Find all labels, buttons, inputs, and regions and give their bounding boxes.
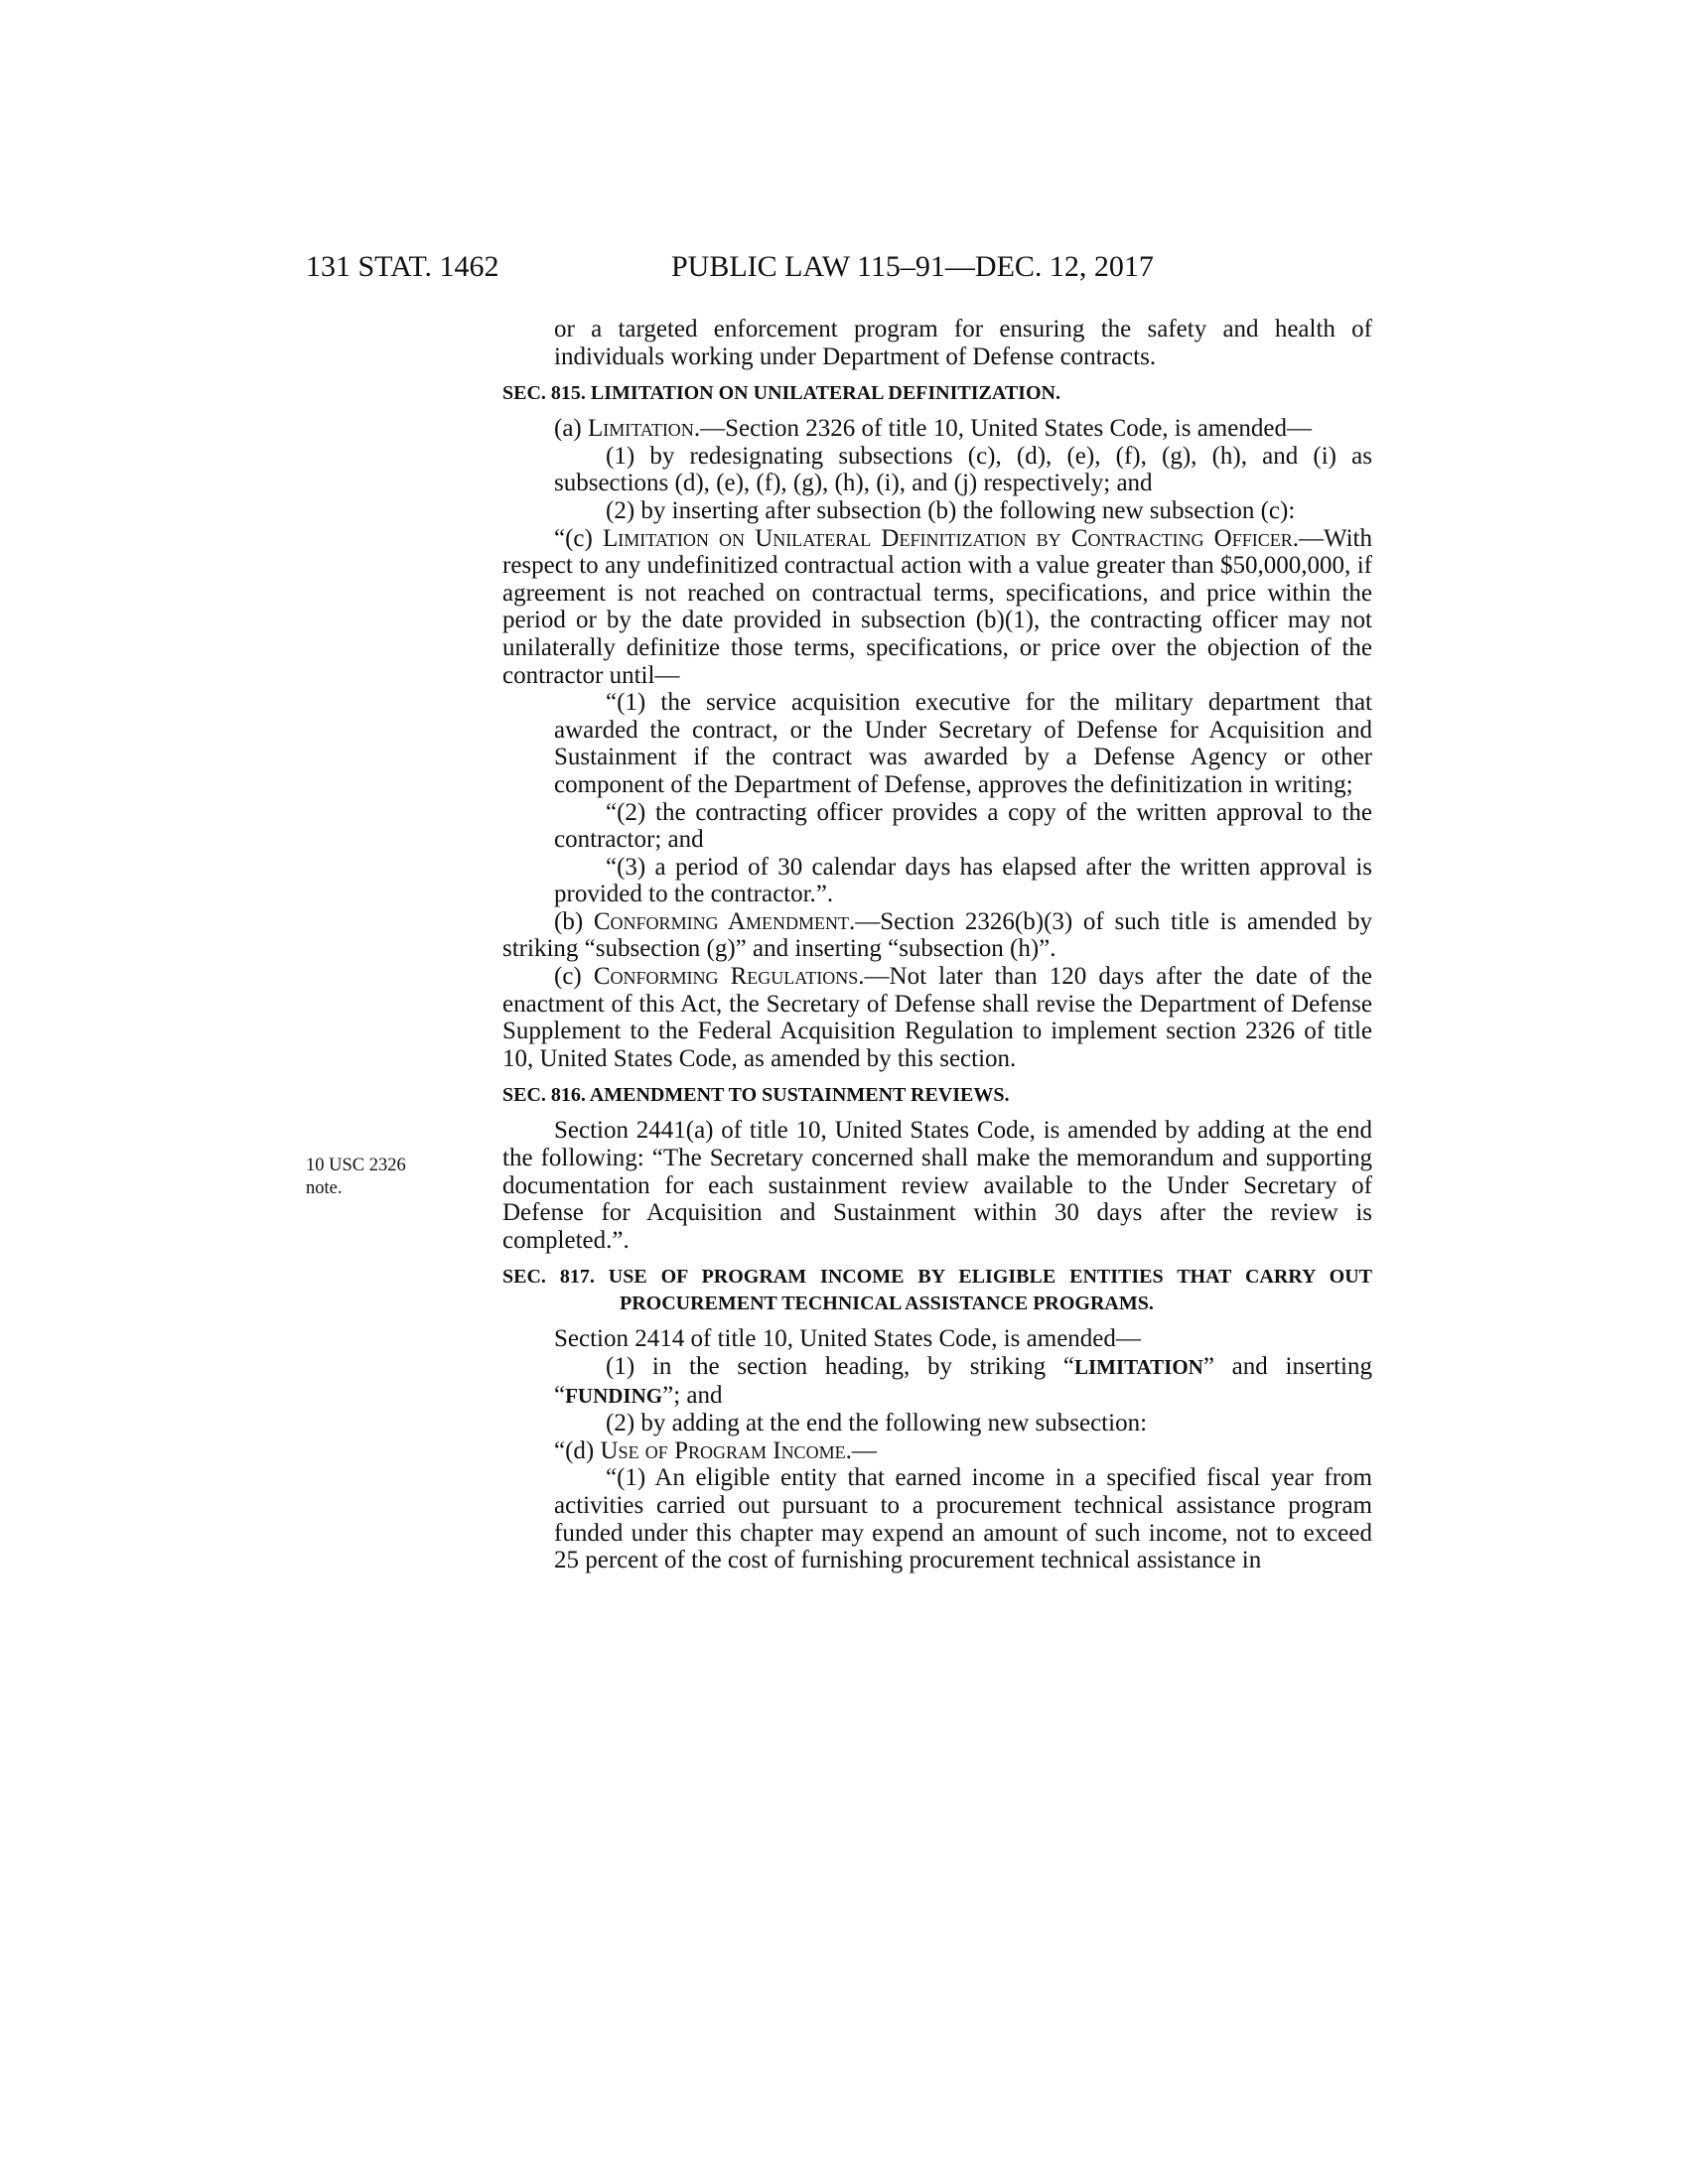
inserted-subsection-c [502, 525, 1372, 690]
subsection-a-label: (a) [554, 415, 588, 443]
subsection-b-heading: Conforming Amendment [593, 907, 849, 935]
subsection-c-label: (c) [554, 963, 594, 991]
inserted-c-paragraph-3: “(3) a period of 30 calendar days has elapsed after the written approval is provided to the contractor.”. [554, 853, 1372, 908]
section-816-heading: SEC. 816. AMENDMENT TO SUSTAINMENT REVIEWS. [502, 1084, 1010, 1107]
subsection-c-regulations [502, 963, 1372, 1072]
inserted-c-paragraph-1: “(1) the service acquisition executive for the military department that awarded the contract, or the Under Secretary of Defense for Acquisition and Sustainment if the contract was awarded by a Defense Agency or other component of the Department of Defense, approves the definitization in writing; [554, 689, 1372, 798]
subsection-b-text: .—Section 2326(b)(3) of such title is amended by striking “subsection (g)” and inserting “subsection (h)”. [502, 907, 1372, 963]
section-817-paragraph-1 [502, 1353, 1372, 1410]
margin-note-line-1: 10 USC 2326 [306, 1156, 406, 1175]
subsection-c-heading: Conforming Regulations [593, 963, 859, 991]
section-815-heading: SEC. 815. LIMITATION ON UNILATERAL DEFINITIZATION. [502, 382, 1060, 405]
paragraph-a2: (2) by inserting after subsection (b) the following new subsection (c): [606, 496, 1296, 524]
subsection-b [502, 908, 1372, 963]
statute-page-number: 131 STAT. 1462 [306, 250, 499, 283]
intro-paragraph: or a targeted enforcement program for ensuring the safety and health of individuals working under Department of Defense contracts. [554, 316, 1372, 370]
inserted-c-paragraph-2: “(2) the contracting officer provides a copy of the written approval to the contractor; and [554, 798, 1372, 854]
section-817-heading: SEC. 817. USE OF PROGRAM INCOME BY ELIGIBLE ENTITIES THAT CARRY OUT PROCUREMENT TECHNICAL ASSISTANCE PROGRAMS. [502, 1266, 1372, 1315]
inserted-d-heading: Use of Program Income [600, 1436, 846, 1464]
inserted-d-paragraph-1: “(1) An eligible entity that earned income in a specified fiscal year from activities carried out pursuant to a procurement technical assistance program funded under this chapter may expend an amount of such income, not to exceed 25 percent of the cost of furnishing procurement technical assistance in [554, 1464, 1372, 1574]
inserted-c-heading: Limitation on Unilateral Definitization by Contracting Officer [603, 524, 1293, 552]
inserted-c-label: “(c) [554, 524, 604, 552]
section-816-text: Section 2441(a) of title 10, United States Code, is amended by adding at the end the following: “The Secretary concerned shall make the memorandum and supporting documentation for each sustainment review available to the Under Secretary of Defense for Acquisition and Sustainment within 30 days after the review is completed.”. [502, 1117, 1372, 1254]
public-law-title: PUBLIC LAW 115–91—DEC. 12, 2017 [671, 250, 1154, 283]
document-body [502, 316, 1372, 1574]
margin-note-line-2: note. [306, 1178, 343, 1198]
inserted-d-label: “(d) [554, 1436, 601, 1464]
section-817-text: Section 2414 of title 10, United States Code, is amended— [554, 1325, 1141, 1353]
subsection-a-heading: Limitation [588, 415, 694, 443]
subsection-a [502, 415, 1372, 443]
margin-citation-note [306, 1155, 455, 1200]
section-817-paragraph-2: (2) by adding at the end the following new subsection: [606, 1410, 1148, 1437]
p1-text-c: ” and inserting “ [554, 1353, 1372, 1409]
p1-text-a: (1) in the section heading, by striking “ [606, 1353, 1074, 1380]
p1-bold-funding: FUNDING [565, 1383, 663, 1408]
inserted-d-dash: .— [845, 1436, 877, 1464]
page-header [306, 250, 1378, 290]
paragraph-a1: (1) by redesignating subsections (c), (d), (e), (f), (g), (h), and (i) as subsections (d), (e), (f), (g), (h), (i), and (j) respectively; and [554, 442, 1372, 497]
p1-text-d: ”; and [662, 1381, 723, 1409]
inserted-subsection-d [502, 1437, 1372, 1465]
p1-bold-limitation: LIMITATION [1073, 1355, 1203, 1379]
subsection-c-text: .—Not later than 120 days after the date of the enactment of this Act, the Secretary of Defense shall revise the Department of Defense Supplement to the Federal Acquisition Regulation to implement section 2326 of title 10, United States Code, as amended by this section. [502, 963, 1372, 1072]
subsection-b-label: (b) [554, 907, 594, 935]
inserted-c-text: .—With respect to any undefinitized contractual action with a value greater than $50,000,000, if agreement is not reached on contractual terms, specifications, and price within the period or by the date provided in subsection (b)(1), the contracting officer may not unilaterally definitize those terms, specifications, or price over the objection of the contractor until— [502, 524, 1372, 689]
subsection-a-text: .—Section 2326 of title 10, United States Code, is amended— [693, 415, 1312, 443]
